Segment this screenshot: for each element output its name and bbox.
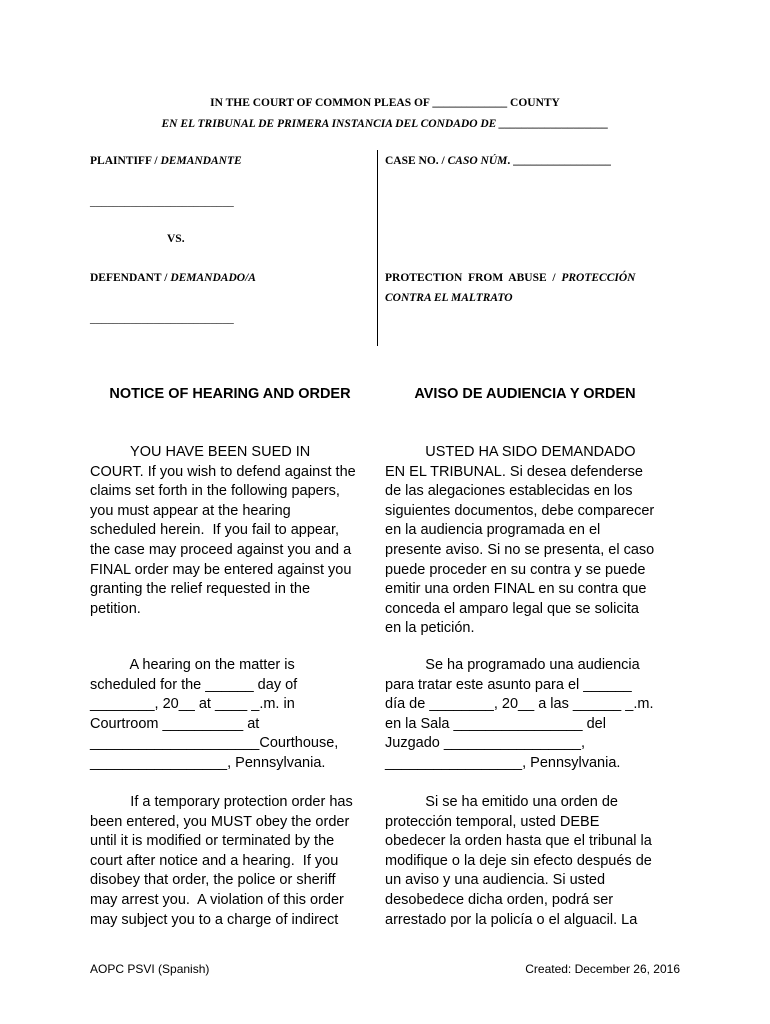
paragraph-line: día de ________, 20__ a las ______ _.m.	[385, 696, 654, 713]
paragraph-line: en la petición.	[385, 620, 475, 637]
case-type-es-part2: CONTRA EL MALTRATO	[385, 292, 513, 304]
caption-divider	[377, 150, 378, 346]
paragraph-protection-order-es	[385, 793, 685, 930]
paragraph-line: Se ha programado una audiencia	[385, 657, 640, 673]
paragraph-line: conceda el amparo legal que se solicita	[385, 600, 639, 617]
paragraph-hearing-es	[385, 656, 685, 774]
paragraph-line: disobey that order, the police or sheriff	[90, 872, 336, 889]
paragraph-line: arrestado por la policía o el alguacil. La	[385, 911, 638, 928]
paragraph-line: _________________, Pennsylvania.	[385, 754, 621, 771]
paragraph-line: desobedece dicha orden, podrá ser	[385, 891, 614, 908]
paragraph-line: _____________________Courthouse,	[90, 735, 339, 752]
notice-title-es: AVISO DE AUDIENCIA Y ORDEN	[414, 386, 636, 402]
paragraph-line: FINAL order may be entered against you	[90, 561, 352, 578]
paragraph-line: you must appear at the hearing	[90, 502, 291, 519]
paragraph-line: en la audiencia programada en el	[385, 522, 601, 539]
paragraph-line: EN EL TRIBUNAL. Si desea defenderse	[385, 463, 643, 480]
paragraph-line: Courtroom __________ at	[90, 715, 260, 732]
paragraph-line: en la Sala ________________ del	[385, 715, 606, 732]
paragraph-line: If a temporary protection order has	[90, 794, 353, 810]
paragraph-sued-es	[385, 443, 685, 639]
form-id: AOPC PSVI (Spanish)	[90, 962, 210, 976]
paragraph-line: un aviso y una audiencia. Si usted	[385, 872, 606, 889]
paragraph-line: de las alegaciones establecidas en los	[385, 483, 633, 500]
plaintiff-name-line: _________________________	[90, 196, 234, 208]
paragraph-line: granting the relief requested in the	[90, 581, 311, 598]
paragraph-protection-order-en	[90, 793, 380, 930]
paragraph-line: scheduled herein. If you fail to appear,	[90, 522, 340, 539]
paragraph-line: protección temporal, usted DEBE	[385, 813, 600, 830]
paragraph-line: scheduled for the ______ day of	[90, 676, 298, 693]
paragraph-line: USTED HA SIDO DEMANDADO	[385, 444, 636, 460]
paragraph-line: A hearing on the matter is	[90, 657, 295, 673]
case-number-label	[385, 155, 611, 167]
case-type-es-part1: PROTECCIÓN	[561, 272, 636, 284]
paragraph-line: YOU HAVE BEEN SUED IN	[90, 444, 311, 460]
paragraph-line: emitir una orden FINAL en su contra que	[385, 581, 647, 598]
paragraph-line: _________________, Pennsylvania.	[90, 754, 326, 771]
plaintiff-label-en: PLAINTIFF /	[90, 155, 161, 167]
case-number-label-en: CASE NO. /	[385, 155, 448, 167]
created-date: Created: December 26, 2016	[525, 962, 680, 976]
paragraph-line: obedecer la orden hasta que el tribunal la	[385, 833, 652, 850]
paragraph-line: para tratar este asunto para el ______	[385, 676, 632, 693]
paragraph-line: the case may proceed against you and a	[90, 541, 352, 558]
defendant-label-es: DEMANDADO/A	[170, 272, 256, 284]
defendant-label	[90, 272, 256, 284]
paragraph-line: siguientes documentos, debe comparecer	[385, 502, 655, 519]
case-type-label	[385, 272, 635, 284]
case-number-line: . _________________	[507, 155, 611, 167]
paragraph-line: may subject you to a charge of indirect	[90, 911, 339, 928]
paragraph-line: Juzgado _________________,	[385, 735, 585, 752]
paragraph-line: COURT. If you wish to defend against the	[90, 463, 356, 480]
paragraph-line: court after notice and a hearing. If you	[90, 852, 339, 869]
paragraph-line: petition.	[90, 600, 141, 617]
paragraph-line: may arrest you. A violation of this order	[90, 891, 344, 908]
paragraph-line: until it is modified or terminated by the	[90, 833, 335, 850]
case-number-label-es: CASO NÚM	[447, 155, 508, 167]
paragraph-sued-en	[90, 443, 380, 619]
paragraph-line: puede proceder en su contra y se puede	[385, 561, 646, 578]
defendant-label-en: DEFENDANT /	[90, 272, 171, 284]
case-type-en: PROTECTION FROM ABUSE /	[385, 272, 562, 284]
plaintiff-label-es: DEMANDANTE	[160, 155, 242, 167]
paragraph-hearing-en	[90, 656, 380, 774]
paragraph-line: modifique o la deje sin efecto después de	[385, 852, 652, 869]
court-header-en: IN THE COURT OF COMMON PLEAS OF _____________ COUNTY	[210, 97, 560, 109]
versus-label: VS.	[167, 233, 185, 245]
notice-title-en: NOTICE OF HEARING AND ORDER	[109, 386, 351, 402]
paragraph-line: Si se ha emitido una orden de	[385, 794, 618, 810]
paragraph-line: presente aviso. Si no se presenta, el caso	[385, 541, 655, 558]
paragraph-line: been entered, you MUST obey the order	[90, 813, 350, 830]
court-header-es: EN EL TRIBUNAL DE PRIMERA INSTANCIA DEL CONDADO DE ___________________	[161, 118, 609, 130]
paragraph-line: claims set forth in the following papers,	[90, 483, 340, 500]
plaintiff-label	[90, 155, 242, 167]
paragraph-line: ________, 20__ at ____ _.m. in	[90, 696, 295, 713]
defendant-name-line: _________________________	[90, 313, 234, 325]
